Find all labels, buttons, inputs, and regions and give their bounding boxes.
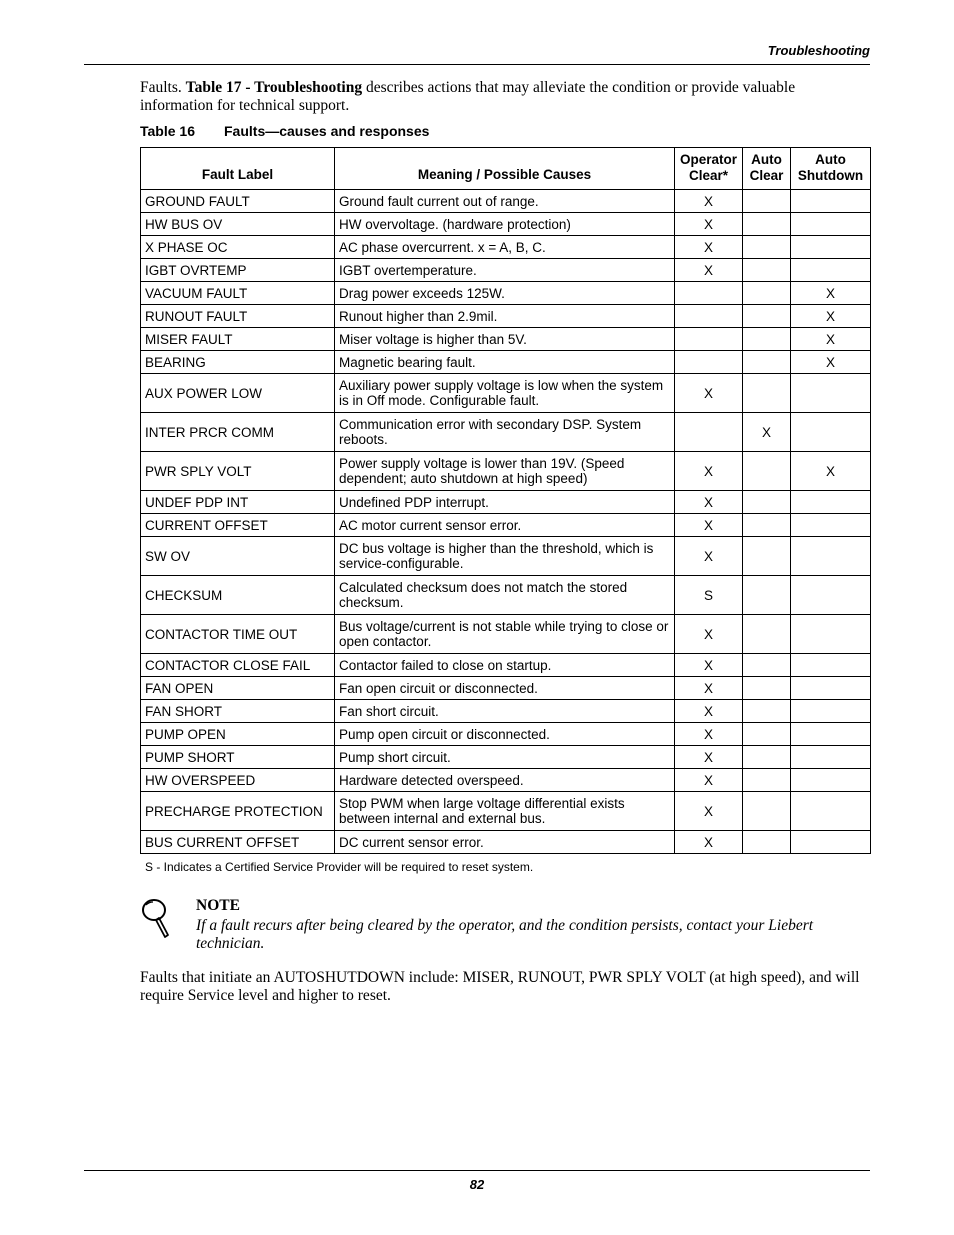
- auto-clear-mark: [743, 491, 791, 514]
- fault-label: PWR SPLY VOLT: [141, 452, 335, 491]
- operator-clear-mark: X: [675, 491, 743, 514]
- note-text: If a fault recurs after being cleared by the operator, and the condition persists, contact your Liebert technician.: [196, 917, 814, 952]
- operator-clear-mark: X: [675, 677, 743, 700]
- fault-meaning: Magnetic bearing fault.: [335, 351, 675, 374]
- operator-clear-mark: X: [675, 236, 743, 259]
- fault-meaning: IGBT overtemperature.: [335, 259, 675, 282]
- fault-label: UNDEF PDP INT: [141, 491, 335, 514]
- operator-clear-mark: X: [675, 615, 743, 654]
- table-row: [141, 654, 871, 677]
- fault-meaning: Calculated checksum does not match the stored checksum.: [335, 576, 675, 615]
- fault-label: IGBT OVRTEMP: [141, 259, 335, 282]
- intro-lead: Faults.: [140, 79, 186, 96]
- auto-shutdown-mark: [791, 514, 871, 537]
- section-title: Troubleshooting: [767, 43, 870, 58]
- auto-shutdown-mark: [791, 746, 871, 769]
- fault-label: PRECHARGE PROTECTION: [141, 792, 335, 831]
- operator-clear-mark: X: [675, 831, 743, 854]
- auto-shutdown-mark: [791, 537, 871, 576]
- fault-meaning: Bus voltage/current is not stable while trying to close or open contactor.: [335, 615, 675, 654]
- fault-meaning: Undefined PDP interrupt.: [335, 491, 675, 514]
- table-row: [141, 769, 871, 792]
- fault-meaning: Runout higher than 2.9mil.: [335, 305, 675, 328]
- table-row: [141, 328, 871, 351]
- operator-clear-mark: X: [675, 723, 743, 746]
- fault-label: BUS CURRENT OFFSET: [141, 831, 335, 854]
- table-caption-number: Table 16: [140, 123, 195, 139]
- intro-rest: describes actions that may alleviate the condition or provide valuable information for technical support.: [140, 79, 796, 114]
- auto-shutdown-mark: X: [791, 282, 871, 305]
- auto-clear-mark: [743, 746, 791, 769]
- header-auto-clear-line1: Auto: [751, 152, 782, 167]
- operator-clear-mark: X: [675, 769, 743, 792]
- auto-shutdown-mark: X: [791, 305, 871, 328]
- operator-clear-mark: X: [675, 700, 743, 723]
- header-fault-label: Fault Label: [141, 148, 335, 190]
- table-row: [141, 615, 871, 654]
- operator-clear-mark: X: [675, 452, 743, 491]
- header-auto-shutdown-line2: Shutdown: [797, 168, 864, 183]
- auto-shutdown-mark: X: [791, 328, 871, 351]
- fault-label: HW OVERSPEED: [141, 769, 335, 792]
- table-row: [141, 413, 871, 452]
- fault-meaning: Power supply voltage is lower than 19V. (Speed dependent; auto shutdown at high speed): [335, 452, 675, 491]
- magnifier-icon-graphic: [140, 896, 172, 940]
- fault-label: FAN OPEN: [141, 677, 335, 700]
- page-number: 82: [469, 1177, 485, 1192]
- fault-meaning: Hardware detected overspeed.: [335, 769, 675, 792]
- auto-shutdown-mark: [791, 677, 871, 700]
- header-auto-clear-line2: Clear: [749, 168, 784, 183]
- auto-clear-mark: [743, 769, 791, 792]
- fault-meaning: Pump short circuit.: [335, 746, 675, 769]
- fault-label: AUX POWER LOW: [141, 374, 335, 413]
- auto-shutdown-mark: [791, 236, 871, 259]
- auto-clear-mark: X: [743, 413, 791, 452]
- auto-shutdown-mark: [791, 213, 871, 236]
- auto-clear-mark: [743, 452, 791, 491]
- fault-meaning: Drag power exceeds 125W.: [335, 282, 675, 305]
- note-label: NOTE: [196, 897, 240, 914]
- operator-clear-mark: X: [675, 514, 743, 537]
- auto-clear-mark: [743, 305, 791, 328]
- fault-meaning: DC bus voltage is higher than the threshold, which is service-configurable.: [335, 537, 675, 576]
- fault-label: INTER PRCR COMM: [141, 413, 335, 452]
- auto-clear-mark: [743, 831, 791, 854]
- fault-label: PUMP SHORT: [141, 746, 335, 769]
- table-row: [141, 351, 871, 374]
- auto-clear-mark: [743, 259, 791, 282]
- table-row: [141, 213, 871, 236]
- fault-label: SW OV: [141, 537, 335, 576]
- operator-clear-mark: X: [675, 190, 743, 213]
- header-operator-clear-line1: Operator: [679, 152, 737, 167]
- fault-meaning: Contactor failed to close on startup.: [335, 654, 675, 677]
- auto-clear-mark: [743, 792, 791, 831]
- fault-label: FAN SHORT: [141, 700, 335, 723]
- table-row: [141, 452, 871, 491]
- auto-clear-mark: [743, 723, 791, 746]
- closing-paragraph: Faults that initiate an AUTOSHUTDOWN include: MISER, RUNOUT, PWR SPLY VOLT (at high speed), and will require Service level and higher to reset.: [140, 969, 860, 1004]
- auto-shutdown-mark: [791, 723, 871, 746]
- fault-label: VACUUM FAULT: [141, 282, 335, 305]
- auto-clear-mark: [743, 576, 791, 615]
- fault-label: CONTACTOR TIME OUT: [141, 615, 335, 654]
- operator-clear-mark: [675, 305, 743, 328]
- operator-clear-mark: X: [675, 746, 743, 769]
- magnifier-icon: [140, 896, 172, 940]
- fault-meaning: Communication error with secondary DSP. System reboots.: [335, 413, 675, 452]
- table-caption-title: Faults—causes and responses: [224, 123, 430, 139]
- fault-meaning: AC motor current sensor error.: [335, 514, 675, 537]
- table-footnote: S - Indicates a Certified Service Provider will be required to reset system.: [145, 860, 534, 874]
- header-auto-shutdown: [791, 148, 871, 190]
- table-row: [141, 677, 871, 700]
- auto-clear-mark: [743, 351, 791, 374]
- fault-label: CONTACTOR CLOSE FAIL: [141, 654, 335, 677]
- header-auto-clear: [743, 148, 791, 190]
- operator-clear-mark: X: [675, 654, 743, 677]
- intro-paragraph: [140, 79, 870, 115]
- operator-clear-mark: [675, 282, 743, 305]
- header-meaning: Meaning / Possible Causes: [335, 148, 675, 190]
- auto-clear-mark: [743, 328, 791, 351]
- table-row: [141, 190, 871, 213]
- fault-meaning: Ground fault current out of range.: [335, 190, 675, 213]
- auto-clear-mark: [743, 374, 791, 413]
- faults-table: [140, 147, 871, 854]
- auto-shutdown-mark: [791, 190, 871, 213]
- table-row: [141, 374, 871, 413]
- operator-clear-mark: [675, 413, 743, 452]
- auto-clear-mark: [743, 537, 791, 576]
- auto-clear-mark: [743, 514, 791, 537]
- table-reference: Table 17 - Troubleshooting: [185, 79, 363, 96]
- operator-clear-mark: X: [675, 213, 743, 236]
- auto-shutdown-mark: [791, 831, 871, 854]
- auto-shutdown-mark: [791, 615, 871, 654]
- auto-shutdown-mark: [791, 491, 871, 514]
- fault-label: CURRENT OFFSET: [141, 514, 335, 537]
- table-row: [141, 491, 871, 514]
- fault-meaning: Stop PWM when large voltage differential exists between internal and external bus.: [335, 792, 675, 831]
- auto-shutdown-mark: [791, 654, 871, 677]
- fault-label: MISER FAULT: [141, 328, 335, 351]
- auto-shutdown-mark: [791, 413, 871, 452]
- table-row: [141, 723, 871, 746]
- table-header-row: [141, 148, 871, 190]
- fault-meaning: Auxiliary power supply voltage is low when the system is in Off mode. Configurable fault.: [335, 374, 675, 413]
- operator-clear-mark: [675, 328, 743, 351]
- auto-clear-mark: [743, 700, 791, 723]
- auto-clear-mark: [743, 654, 791, 677]
- operator-clear-mark: [675, 351, 743, 374]
- fault-meaning: Fan open circuit or disconnected.: [335, 677, 675, 700]
- header-auto-shutdown-line1: Auto: [815, 152, 846, 167]
- header-operator-clear-line2: Clear*: [688, 168, 729, 183]
- auto-shutdown-mark: X: [791, 351, 871, 374]
- operator-clear-mark: X: [675, 259, 743, 282]
- auto-shutdown-mark: [791, 374, 871, 413]
- fault-label: CHECKSUM: [141, 576, 335, 615]
- table-row: [141, 700, 871, 723]
- operator-clear-mark: X: [675, 792, 743, 831]
- table-row: [141, 514, 871, 537]
- fault-meaning: Pump open circuit or disconnected.: [335, 723, 675, 746]
- table-caption: [140, 123, 429, 139]
- auto-shutdown-mark: X: [791, 452, 871, 491]
- fault-label: RUNOUT FAULT: [141, 305, 335, 328]
- auto-clear-mark: [743, 213, 791, 236]
- table-row: [141, 282, 871, 305]
- operator-clear-mark: S: [675, 576, 743, 615]
- fault-label: BEARING: [141, 351, 335, 374]
- fault-label: HW BUS OV: [141, 213, 335, 236]
- fault-meaning: Fan short circuit.: [335, 700, 675, 723]
- table-row: [141, 259, 871, 282]
- header-rule: [84, 64, 870, 65]
- header-operator-clear: [675, 148, 743, 190]
- fault-meaning: DC current sensor error.: [335, 831, 675, 854]
- fault-meaning: Miser voltage is higher than 5V.: [335, 328, 675, 351]
- fault-label: PUMP OPEN: [141, 723, 335, 746]
- table-row: [141, 236, 871, 259]
- auto-shutdown-mark: [791, 769, 871, 792]
- footer-rule: [84, 1170, 870, 1171]
- table-row: [141, 792, 871, 831]
- fault-label: GROUND FAULT: [141, 190, 335, 213]
- auto-shutdown-mark: [791, 700, 871, 723]
- auto-clear-mark: [743, 677, 791, 700]
- auto-shutdown-mark: [791, 259, 871, 282]
- auto-clear-mark: [743, 615, 791, 654]
- operator-clear-mark: X: [675, 374, 743, 413]
- auto-clear-mark: [743, 282, 791, 305]
- table-row: [141, 537, 871, 576]
- auto-clear-mark: [743, 236, 791, 259]
- table-row: [141, 831, 871, 854]
- fault-label: X PHASE OC: [141, 236, 335, 259]
- table-row: [141, 305, 871, 328]
- auto-shutdown-mark: [791, 576, 871, 615]
- operator-clear-mark: X: [675, 537, 743, 576]
- fault-meaning: HW overvoltage. (hardware protection): [335, 213, 675, 236]
- table-row: [141, 576, 871, 615]
- auto-shutdown-mark: [791, 792, 871, 831]
- table-row: [141, 746, 871, 769]
- auto-clear-mark: [743, 190, 791, 213]
- fault-meaning: AC phase overcurrent. x = A, B, C.: [335, 236, 675, 259]
